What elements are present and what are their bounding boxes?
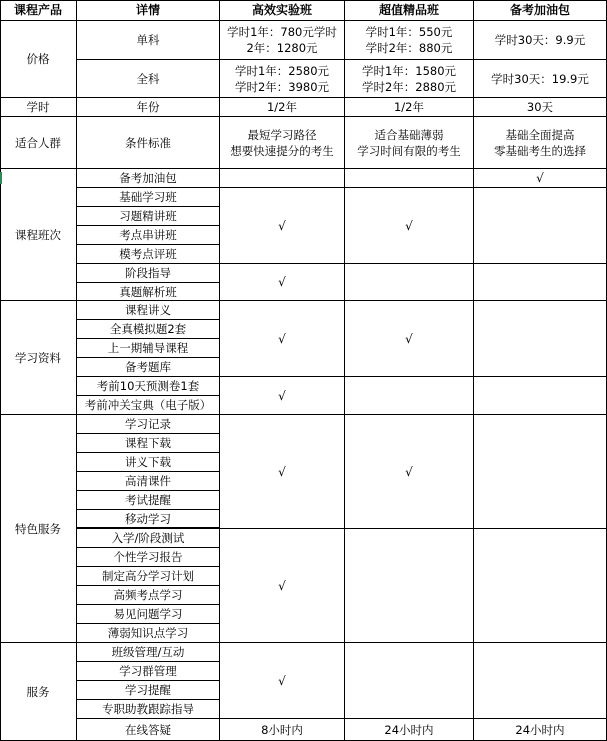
- course-boost-premium[interactable]: [345, 169, 474, 188]
- price-single-boost[interactable]: [474, 21, 607, 60]
- service-item[interactable]: 班级管理/互动: [77, 643, 220, 662]
- price-line: 学时2年：3980元: [234, 79, 330, 94]
- feature-item[interactable]: 课程下载: [77, 434, 220, 453]
- feature-item[interactable]: 考试提醒: [77, 491, 220, 510]
- course-classes-premium-check[interactable]: √: [345, 188, 474, 264]
- duration-boost[interactable]: 30天: [474, 98, 607, 117]
- answer-time-boost[interactable]: 24小时内: [474, 719, 607, 741]
- material-item[interactable]: 考前冲关宝典（电子版）: [77, 396, 220, 415]
- course-item[interactable]: 真题解析班: [77, 283, 220, 301]
- audience-sub[interactable]: 条件标准: [77, 117, 220, 169]
- feature-item[interactable]: 个性学习报告: [77, 548, 220, 567]
- audience-efficient[interactable]: [220, 117, 345, 169]
- audience-premium[interactable]: [345, 117, 474, 169]
- price-single-label[interactable]: 单科: [77, 21, 220, 60]
- audience-boost[interactable]: [474, 117, 607, 169]
- duration-label[interactable]: 学时: [0, 98, 77, 117]
- feature-item[interactable]: 高清课件: [77, 472, 220, 491]
- price-line: 学时1年：780元学时: [227, 25, 337, 39]
- header-product[interactable]: 课程产品: [0, 0, 77, 21]
- duration-efficient[interactable]: 1/2年: [220, 98, 345, 117]
- features-advanced-premium[interactable]: [345, 529, 474, 643]
- feature-item[interactable]: 高频考点学习: [77, 586, 220, 605]
- audience-line: 学习时间有限的考生: [357, 143, 461, 158]
- materials-core-boost[interactable]: [474, 301, 607, 377]
- service-premium[interactable]: [345, 643, 474, 719]
- service-item[interactable]: 专职助教跟踪指导: [77, 700, 220, 719]
- features-advanced-efficient-check[interactable]: √: [220, 529, 345, 643]
- course-item[interactable]: 考点串讲班: [77, 226, 220, 245]
- materials-exam-boost[interactable]: [474, 377, 607, 415]
- price-line: 学时2年：880元: [365, 41, 453, 55]
- price-full-label[interactable]: 全科: [77, 60, 220, 98]
- audience-label[interactable]: 适合人群: [0, 117, 77, 169]
- header-plan-premium[interactable]: 超值精品班: [345, 0, 474, 21]
- duration-premium[interactable]: 1/2年: [345, 98, 474, 117]
- price-line: 2年：1280元: [246, 41, 318, 55]
- materials-exam-premium[interactable]: [345, 377, 474, 415]
- course-guidance-efficient-check[interactable]: √: [220, 264, 345, 301]
- answer-time-premium[interactable]: 24小时内: [345, 719, 474, 741]
- feature-item[interactable]: 易见问题学习: [77, 605, 220, 624]
- features-label[interactable]: 特色服务: [0, 415, 77, 643]
- course-item[interactable]: 习题精讲班: [77, 207, 220, 226]
- service-boost[interactable]: [474, 643, 607, 719]
- feature-item[interactable]: 讲义下载: [77, 453, 220, 472]
- material-item[interactable]: 考前10天预测卷1套: [77, 377, 220, 396]
- course-classes-boost[interactable]: [474, 188, 607, 264]
- material-item[interactable]: 课程讲义: [77, 301, 220, 320]
- course-item[interactable]: 阶段指导: [77, 264, 220, 283]
- price-single-efficient[interactable]: [220, 21, 345, 60]
- course-item[interactable]: 模考点评班: [77, 245, 220, 264]
- feature-item[interactable]: 制定高分学习计划: [77, 567, 220, 586]
- materials-exam-efficient-check[interactable]: √: [220, 377, 345, 415]
- material-item[interactable]: 上一期辅导课程: [77, 339, 220, 358]
- material-item[interactable]: 全真模拟题2套: [77, 320, 220, 339]
- service-item[interactable]: 学习群管理: [77, 662, 220, 681]
- audience-line: 零基础考生的选择: [494, 143, 586, 158]
- feature-item[interactable]: 薄弱知识点学习: [77, 624, 220, 643]
- price-label[interactable]: 价格: [0, 21, 77, 98]
- price-line: 学时1年：2580元: [234, 63, 330, 78]
- audience-line: 基础全面提高: [505, 127, 575, 142]
- features-basic-efficient-check[interactable]: √: [220, 415, 345, 529]
- course-item[interactable]: 备考加油包: [77, 169, 220, 188]
- course-guidance-boost[interactable]: [474, 264, 607, 301]
- course-boost-efficient[interactable]: [220, 169, 345, 188]
- price-full-boost[interactable]: [474, 60, 607, 98]
- header-plan-efficient[interactable]: 高效实验班: [220, 0, 345, 21]
- features-basic-premium-check[interactable]: √: [345, 415, 474, 529]
- materials-label[interactable]: 学习资料: [0, 301, 77, 415]
- audience-line: 想要快速提分的考生: [230, 143, 334, 158]
- audience-line: 最短学习路径: [247, 127, 317, 142]
- price-line: 学时1年：550元: [365, 25, 453, 39]
- features-basic-boost[interactable]: [474, 415, 607, 529]
- duration-sub[interactable]: 年份: [77, 98, 220, 117]
- feature-item[interactable]: 入学/阶段测试: [77, 529, 220, 548]
- courses-label[interactable]: 课程班次: [0, 169, 77, 301]
- header-plan-boost[interactable]: 备考加油包: [474, 0, 607, 21]
- price-single-premium[interactable]: [345, 21, 474, 60]
- price-line: 学时30天：9.9元: [494, 33, 586, 47]
- price-line: 学时2年：2880元: [361, 79, 457, 94]
- materials-core-efficient-check[interactable]: √: [220, 301, 345, 377]
- service-efficient-check[interactable]: √: [220, 643, 345, 719]
- answer-time-efficient[interactable]: 8小时内: [220, 719, 345, 741]
- header-detail[interactable]: 详情: [77, 0, 220, 21]
- feature-item[interactable]: 学习记录: [77, 415, 220, 434]
- audience-line: 适合基础薄弱: [374, 127, 444, 142]
- course-classes-efficient-check[interactable]: √: [220, 188, 345, 264]
- price-line: 学时30天：19.9元: [491, 71, 589, 86]
- service-label[interactable]: 服务: [0, 643, 77, 741]
- material-item[interactable]: 备考题库: [77, 358, 220, 377]
- price-full-efficient[interactable]: [220, 60, 345, 98]
- materials-core-premium-check[interactable]: √: [345, 301, 474, 377]
- service-item[interactable]: 在线答疑: [77, 719, 220, 741]
- course-item[interactable]: 基础学习班: [77, 188, 220, 207]
- price-full-premium[interactable]: [345, 60, 474, 98]
- features-advanced-boost[interactable]: [474, 529, 607, 643]
- price-line: 学时1年：1580元: [361, 63, 457, 78]
- course-guidance-premium[interactable]: [345, 264, 474, 301]
- service-item[interactable]: 学习提醒: [77, 681, 220, 700]
- feature-item[interactable]: 移动学习: [77, 510, 220, 529]
- course-boost-check[interactable]: √: [474, 169, 607, 188]
